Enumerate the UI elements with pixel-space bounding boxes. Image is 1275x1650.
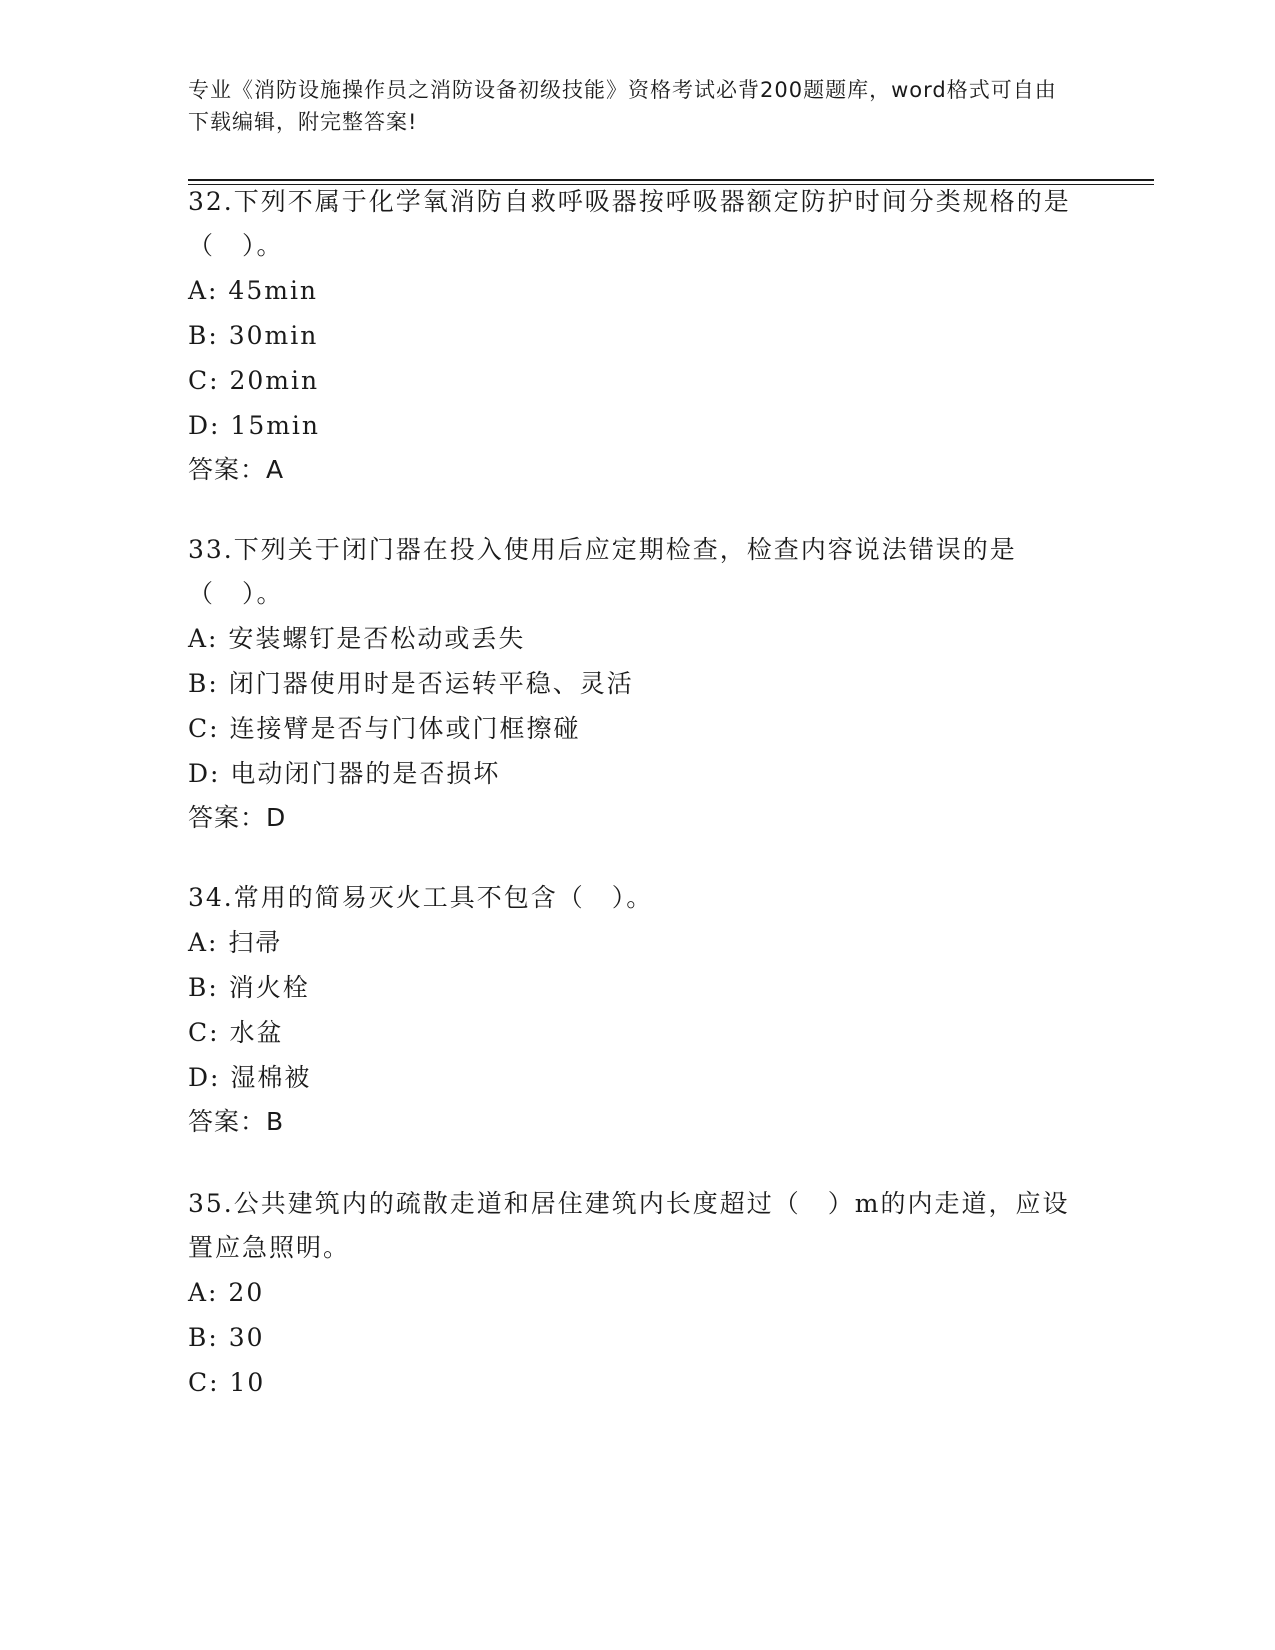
option-d: D: 15min bbox=[188, 411, 321, 440]
option-c: C: 10 bbox=[188, 1368, 266, 1397]
option-b: B: 30min bbox=[188, 321, 319, 350]
option-a: A: 20 bbox=[188, 1278, 265, 1307]
option-a: A: 扫帚 bbox=[188, 928, 283, 957]
answer-label: 答案：D bbox=[188, 803, 287, 832]
document-header: 专业《消防设施操作员之消防设备初级技能》资格考试必背200题题库，word格式可自由下载编辑，附完整答案! bbox=[188, 78, 1057, 134]
option-b: B: 消火栓 bbox=[188, 973, 310, 1002]
question-stem: 32.下列不属于化学氧消防自救呼吸器按呼吸器额定防护时间分类规格的是（ ）。 bbox=[188, 187, 1071, 260]
option-b: B: 闭门器使用时是否运转平稳、灵活 bbox=[188, 669, 634, 698]
option-c: C: 20min bbox=[188, 366, 320, 395]
option-a: A: 安装螺钉是否松动或丢失 bbox=[188, 624, 526, 653]
question-stem: 34.常用的简易灭火工具不包含（ ）。 bbox=[188, 883, 654, 912]
question-35 bbox=[188, 1182, 1088, 1405]
question-stem: 33.下列关于闭门器在投入使用后应定期检查，检查内容说法错误的是（ ）。 bbox=[188, 535, 1017, 608]
option-c: C: 水盆 bbox=[188, 1018, 284, 1047]
option-c: C: 连接臂是否与门体或门框擦碰 bbox=[188, 714, 581, 743]
question-stem: 35.公共建筑内的疏散走道和居住建筑内长度超过（ ）m的内走道，应设置应急照明。 bbox=[188, 1189, 1070, 1262]
option-a: A: 45min bbox=[188, 276, 319, 305]
option-d: D: 电动闭门器的是否损坏 bbox=[188, 759, 501, 788]
question-32 bbox=[188, 180, 1088, 492]
answer-label: 答案：B bbox=[188, 1107, 285, 1136]
question-33 bbox=[188, 528, 1088, 840]
option-d: D: 湿棉被 bbox=[188, 1063, 312, 1092]
option-b: B: 30 bbox=[188, 1323, 265, 1352]
answer-label: 答案：A bbox=[188, 455, 285, 484]
question-34 bbox=[188, 876, 1088, 1144]
